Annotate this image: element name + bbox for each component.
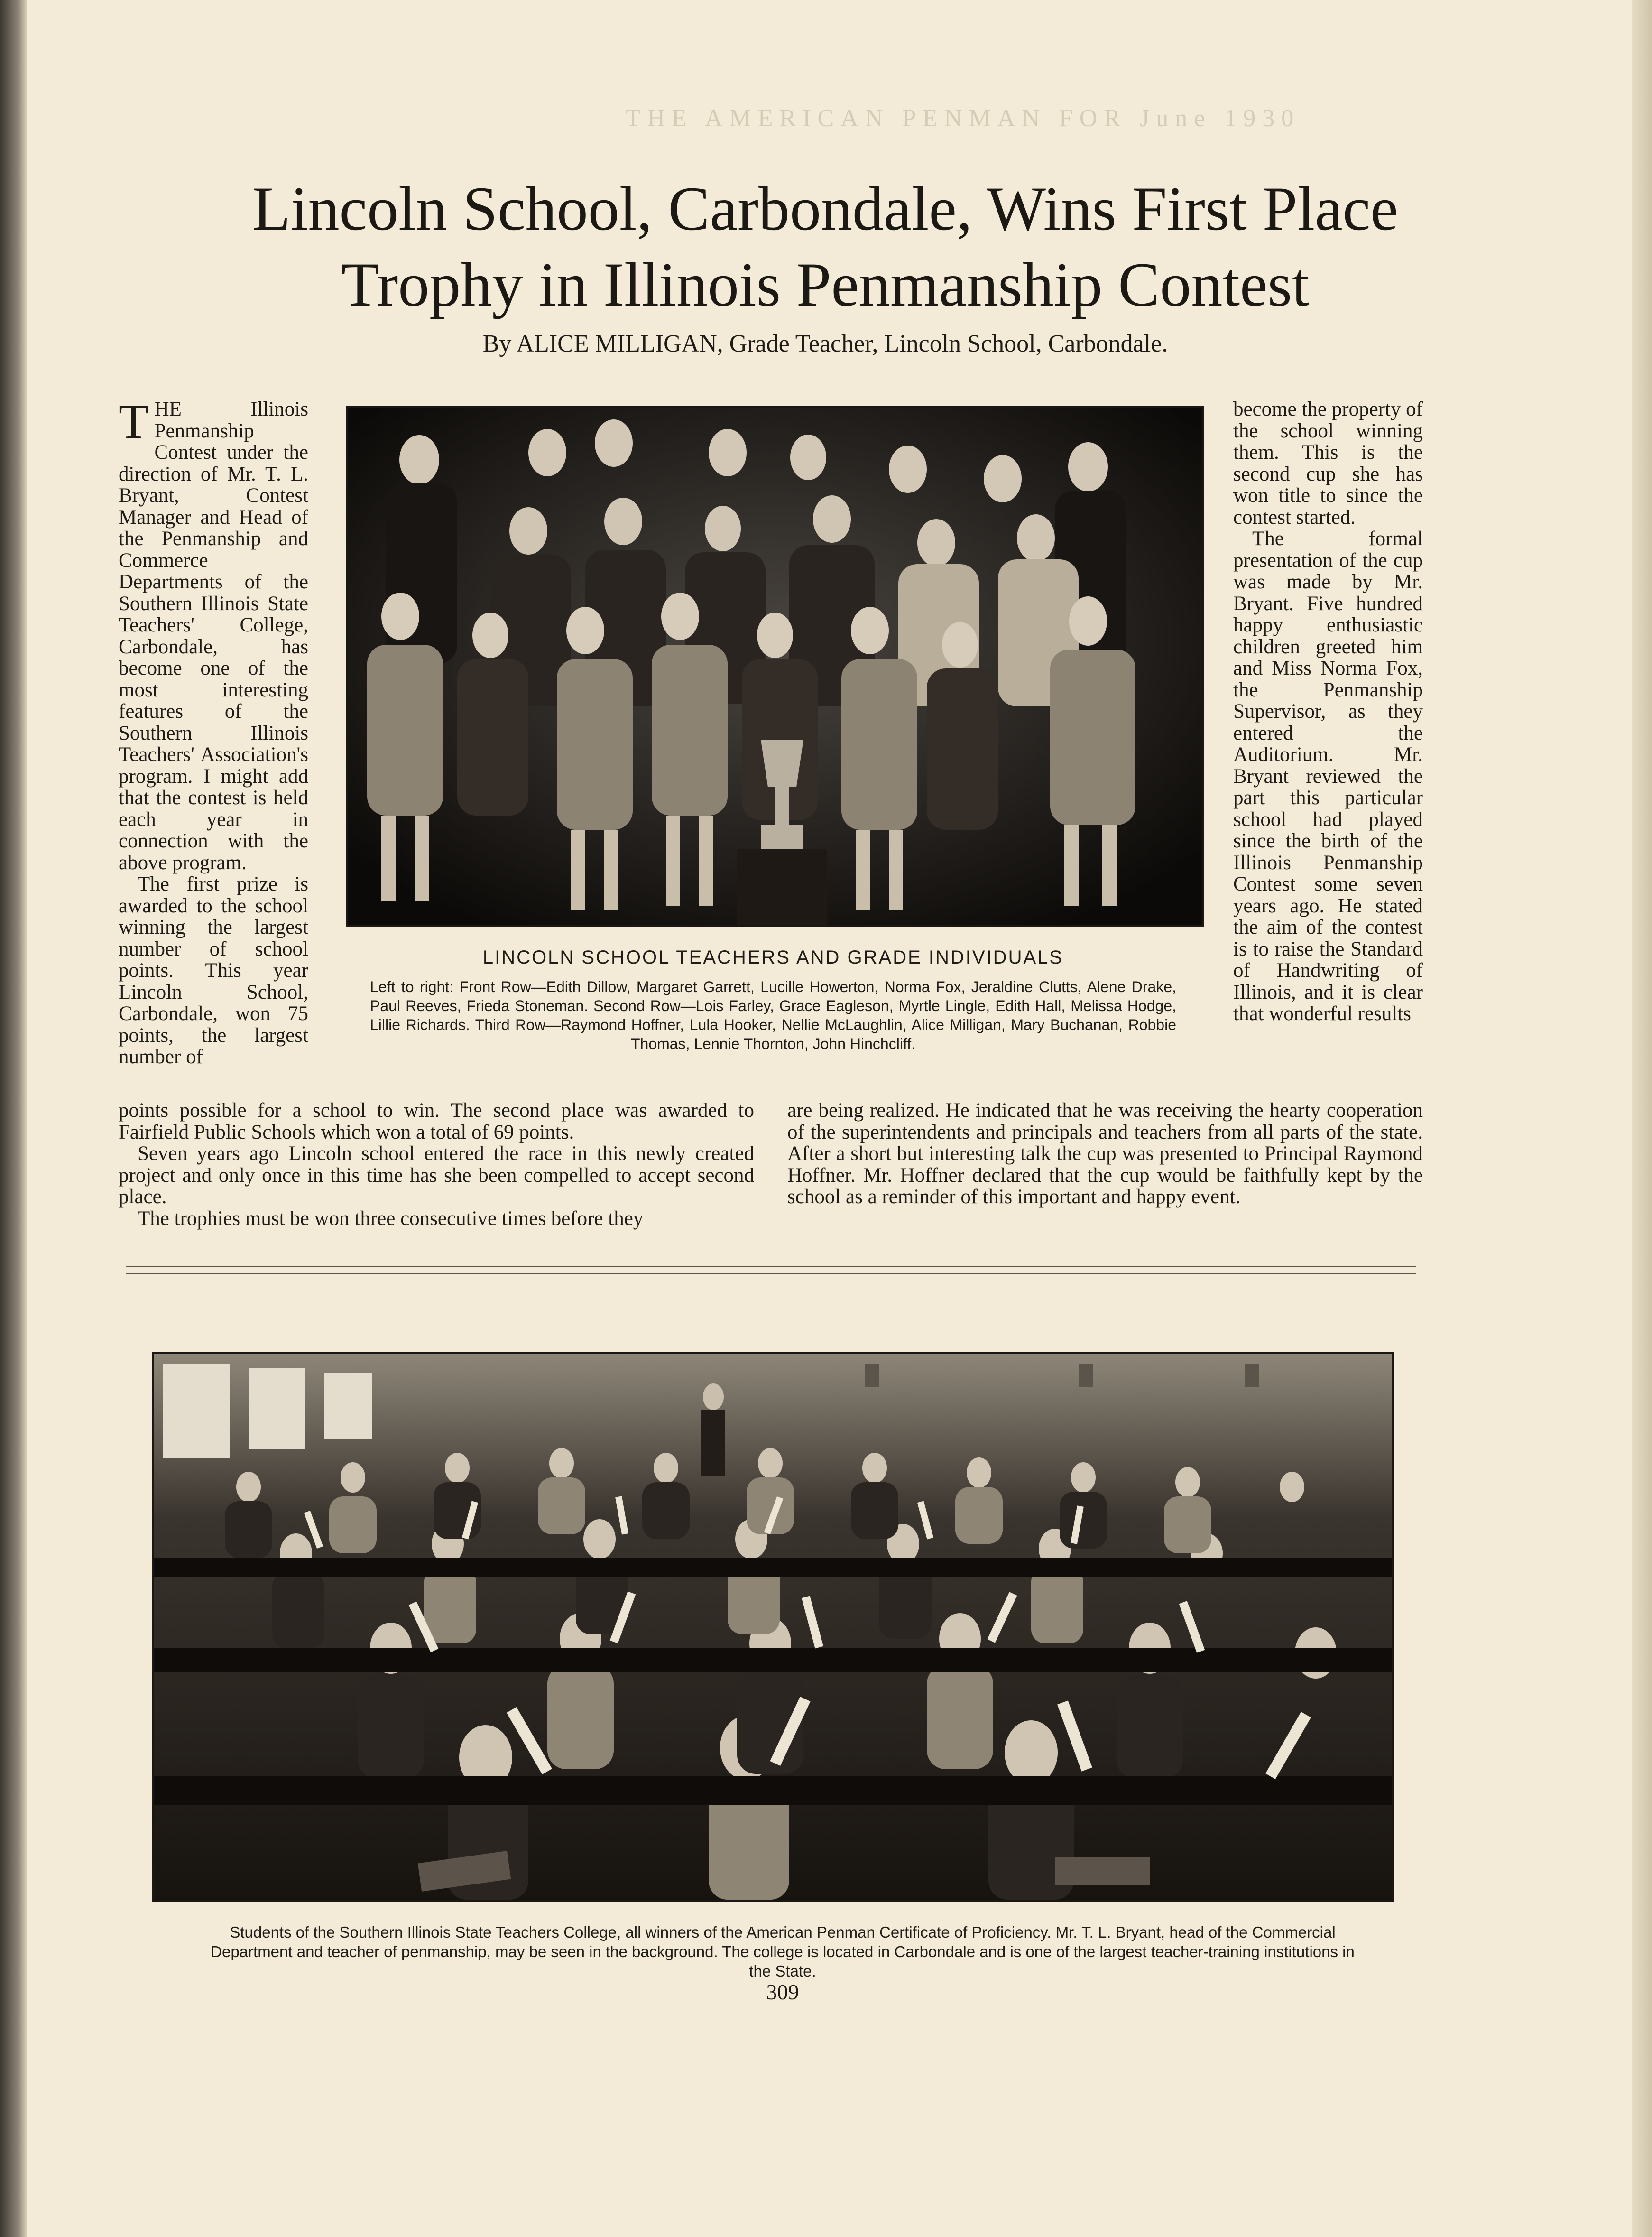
teachers-photo-image xyxy=(348,408,1202,925)
byline: By ALICE MILLIGAN, Grade Teacher, Lincoln School, Carbondale. xyxy=(482,330,1168,357)
article-title xyxy=(142,171,1508,323)
right-column xyxy=(1233,399,1423,1025)
bottom-left-column xyxy=(119,1100,754,1229)
classroom-students-photo xyxy=(152,1352,1394,1902)
paragraph-points: points possible for a school to win. The second place was awarded to Fairfield Public Schools which won a total of 69 points. xyxy=(119,1099,754,1143)
paragraph-first-prize: The first prize is awarded to the school winning the largest number of school points. This year Lincoln School, Carbondale, won 75 points, the largest number of xyxy=(119,873,308,1068)
title-line-1: Lincoln School, Carbondale, Wins First Place xyxy=(252,174,1398,243)
page-edge xyxy=(1632,0,1652,2237)
paragraph-seven-years: Seven years ago Lincoln school entered the race in this newly created project and only once in this time has she been compelled to accept second place. xyxy=(119,1142,754,1208)
page-number: 309 xyxy=(766,1980,799,2004)
divider-rule-bottom xyxy=(126,1273,1416,1274)
teachers-photo-caption-title: LINCOLN SCHOOL TEACHERS AND GRADE INDIVIDUALS xyxy=(482,947,1064,968)
paragraph-results: are being realized. He indicated that he was receiving the hearty cooperation of the superintendents and principals and teachers from all parts of the state. After a short but interesting talk the cup was presented to Principal Raymond Hoffner. Mr. Hoffner declared that the cup would be faithfully kept by the school as a reminder of this important and happy event. xyxy=(787,1099,1423,1208)
bottom-right-column xyxy=(787,1100,1423,1208)
classroom-photo-image xyxy=(154,1354,1392,1900)
teachers-group-photo xyxy=(346,406,1204,927)
teachers-photo-caption: Left to right: Front Row—Edith Dillow, Margaret Garrett, Lucille Howerton, Norma Fox, Jeraldine Clutts, Alene Drake, Paul Reeves, Frieda Stoneman. Second Row—Lois Farley, Grace Eagleson, Myrtle Lingle, Edith Hall, Melissa Hodge, Lillie Richards. Third Row—Raymond Hoffner, Lula Hooker, Nellie McLaughlin, Alice Milligan, Mary Buchanan, Robbie Thomas, Lennie Thornton, John Hinchcliff. xyxy=(370,978,1176,1052)
left-column xyxy=(119,394,308,1068)
drop-cap: T xyxy=(119,394,149,449)
title-line-2: Trophy in Illinois Penmanship Contest xyxy=(341,250,1310,319)
paragraph-presentation: The formal presentation of the cup was made by Mr. Bryant. Five hundred happy enthusiastic children greeted him and Miss Norma Fox, the Penmanship Supervisor, as they entered the Auditorium. Mr. Bryant reviewed the part this particular school had played since the birth of the Illinois Penmanship Contest some seven years ago. He stated the aim of the contest is to raise the Standard of Handwriting of Illinois, and it is clear that wonderful results xyxy=(1233,528,1423,1025)
book-binding-shadow xyxy=(0,0,27,2237)
paragraph-intro: THE Illinois Penmanship Contest under the direction of Mr. T. L. Bryant, Contest Manager and Head of the Penmanship and Commerce Departments of the Southern Illinois State Teachers' College, Carbondale, has become one of the most interesting features of the Southern Illinois Teachers' Association's program. I might add that the contest is held each year in connection with the above program. xyxy=(119,394,308,874)
classroom-photo-caption: Students of the Southern Illinois State Teachers College, all winners of the American Penman Certificate of Proficiency. Mr. T. L. Bryant, head of the Commercial Department and teacher of penmanship, may be seen in the background. The college is located in Carbondale and is one of the largest teacher-training institutions in the State. xyxy=(211,1923,1355,1980)
paragraph-property: become the property of the school winning them. This is the second cup she has won title to since the contest started. xyxy=(1233,398,1423,529)
divider-rule-top xyxy=(126,1266,1416,1267)
paragraph-trophies: The trophies must be won three consecutive times before they xyxy=(138,1207,644,1230)
running-header: THE AMERICAN PENMAN FOR June 1930 xyxy=(625,105,1301,132)
